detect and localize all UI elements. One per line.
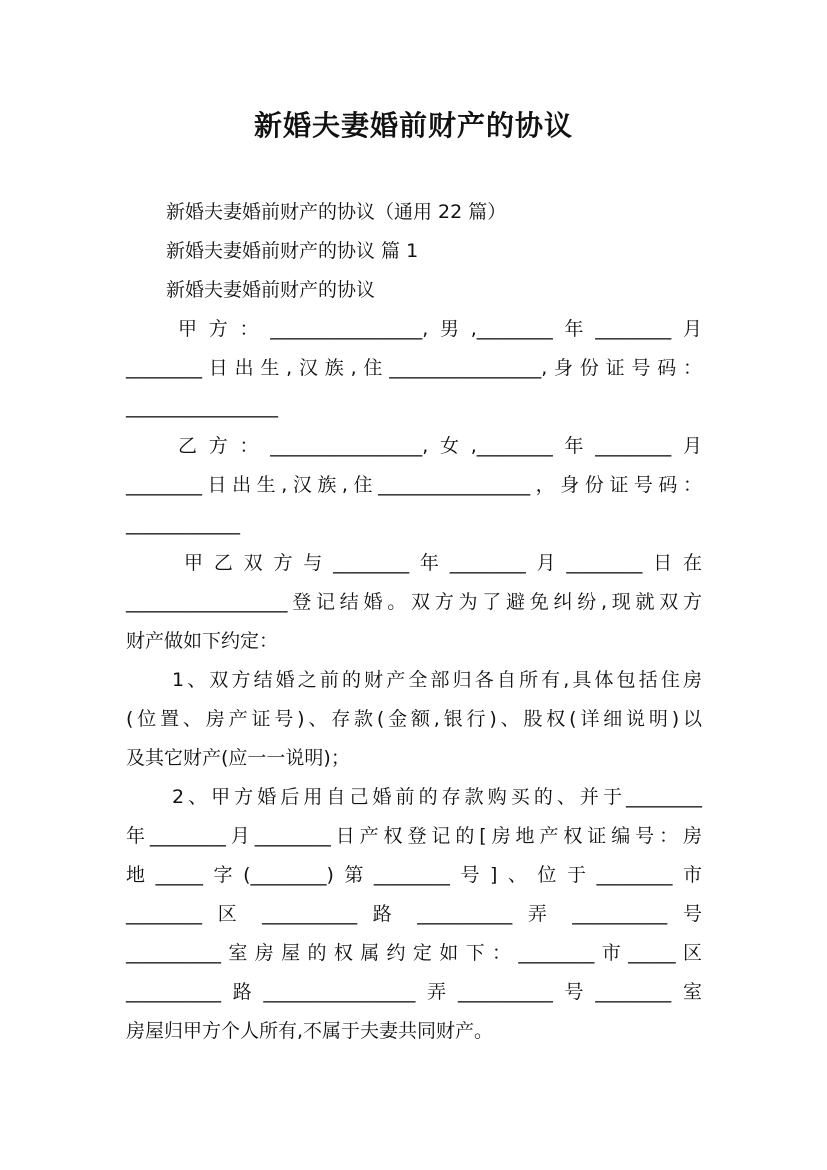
party-a-line-1: 甲方：________________,男,________年________月	[178, 318, 702, 340]
marriage-line-2: _________________登记结婚。双方为了避免纠纷,现就双方	[126, 591, 702, 613]
clause-2-line-7: 房屋归甲方个人所有,不属于夫妻共同财产。	[126, 1020, 494, 1042]
party-a-line-2: ________日出生,汉族,住________________,身份证号码：	[126, 357, 702, 379]
subtitle-line: 新婚夫妻婚前财产的协议（通用 22 篇）	[166, 201, 507, 223]
clause-2-line-4: ________ 区 __________ 路 __________ 弄 __________ 号	[126, 903, 702, 925]
clause-2-line-6: __________路________________弄__________号________室	[126, 981, 702, 1003]
marriage-line-3: 财产做如下约定：	[126, 630, 279, 652]
clause-2-line-2: 年________月________日产权登记的[房地产权证编号：房	[126, 825, 702, 847]
clause-1-line-2: (位置、房产证号)、存款(金额,银行)、股权(详细说明)以	[126, 708, 702, 730]
party-a-line-3: ________________	[126, 396, 278, 418]
clause-2-line-3: 地_____字(________)第________号]、位于________市	[126, 864, 702, 886]
section-title: 新婚夫妻婚前财产的协议	[166, 279, 376, 301]
document-body	[126, 193, 702, 1051]
party-b-line-1: 乙方：________________,女,________年________月	[178, 435, 702, 457]
party-b-line-3: ____________	[126, 513, 240, 535]
party-b-line-2: ________日出生,汉族,住________________，身份证号码：	[126, 474, 702, 496]
clause-1-line-1: 1、双方结婚之前的财产全部归各自所有,具体包括住房	[172, 669, 702, 691]
document-title: 新婚夫妻婚前财产的协议	[253, 109, 573, 142]
clause-2-line-1: 2、甲方婚后用自己婚前的存款购买的、并于________	[172, 786, 702, 808]
marriage-line-1: 甲乙双方与________年________月________日在	[184, 552, 702, 574]
clause-1-line-3: 及其它财产(应一一说明)；	[126, 747, 350, 769]
section-heading: 新婚夫妻婚前财产的协议 篇 1	[166, 240, 419, 262]
clause-2-line-5: __________室房屋的权属约定如下：________市_____区	[126, 942, 702, 964]
